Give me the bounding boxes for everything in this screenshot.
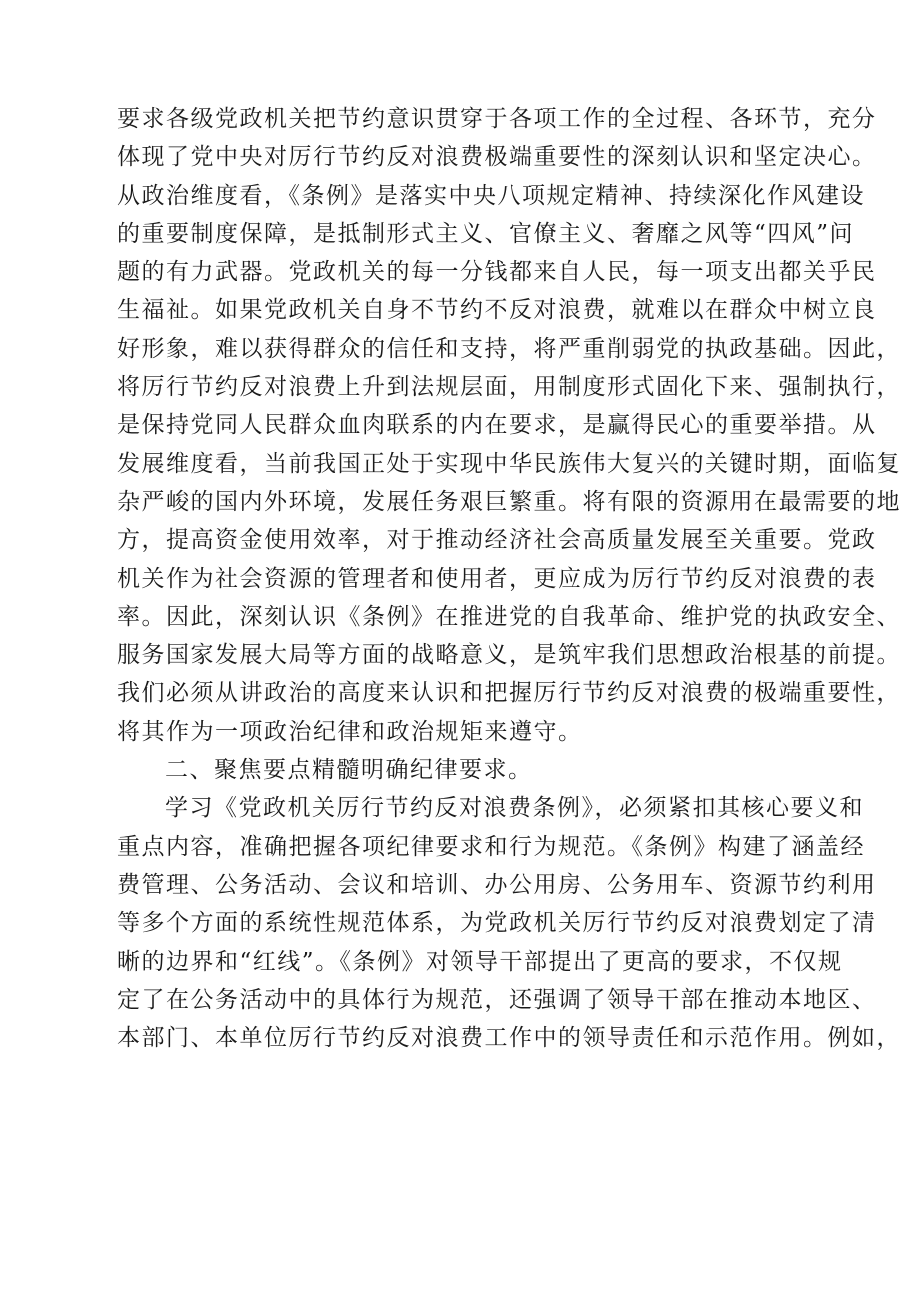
text-line: 好形象，难以获得群众的信任和支持，将严重削弱党的执政基础。因此， bbox=[117, 335, 901, 362]
text-line: 学习《党政机关厉行节约反对浪费条例》，必须紧扣其核心要义和 bbox=[165, 795, 864, 822]
text-line: 重点内容，准确把握各项纪律要求和行为规范。《条例》构建了涵盖经 bbox=[117, 833, 865, 860]
text-line: 将其作为一项政治纪律和政治规矩来遵守。 bbox=[117, 718, 583, 745]
text-line: 机关作为社会资源的管理者和使用者，更应成为厉行节约反对浪费的表 bbox=[117, 565, 877, 592]
text-line: 我们必须从讲政治的高度来认识和把握厉行节约反对浪费的极端重要性， bbox=[117, 680, 901, 707]
text-line: 生福祉。如果党政机关自身不节约不反对浪费，就难以在群众中树立良 bbox=[117, 297, 877, 324]
text-line: 服务国家发展大局等方面的战略意义，是筑牢我们思想政治根基的前提。 bbox=[117, 642, 901, 669]
section-heading: 二、聚焦要点精髓明确纪律要求。 bbox=[165, 757, 533, 784]
text-line: 发展维度看，当前我国正处于实现中华民族伟大复兴的关键时期，面临复 bbox=[117, 450, 901, 477]
text-line: 本部门、本单位厉行节约反对浪费工作中的领导责任和示范作用。例如， bbox=[117, 1025, 901, 1052]
text-line: 将厉行节约反对浪费上升到法规层面，用制度形式固化下来、强制执行， bbox=[117, 374, 901, 401]
document-body bbox=[117, 100, 907, 1057]
text-line: 要求各级党政机关把节约意识贯穿于各项工作的全过程、各环节，充分 bbox=[117, 106, 877, 132]
text-line: 费管理、公务活动、会议和培训、办公用房、公务用车、资源节约利用 bbox=[117, 871, 877, 898]
text-line: 率。因此，深刻认识《条例》在推进党的自我革命、维护党的执政安全、 bbox=[117, 603, 901, 630]
text-line: 从政治维度看，《条例》是落实中央八项规定精神、持续深化作风建设 bbox=[117, 182, 865, 209]
text-line: 的重要制度保障，是抵制形式主义、官僚主义、奢靡之风等“四风”问 bbox=[117, 220, 855, 247]
text-line: 定了在公务活动中的具体行为规范，还强调了领导干部在推动本地区、 bbox=[117, 986, 877, 1013]
text-line: 题的有力武器。党政机关的每一分钱都来自人民，每一项支出都关乎民 bbox=[117, 259, 877, 286]
text-line: 是保持党同人民群众血肉联系的内在要求，是赢得民心的重要举措。从 bbox=[117, 412, 877, 439]
text-line: 等多个方面的系统性规范体系，为党政机关厉行节约反对浪费划定了清 bbox=[117, 910, 877, 937]
text-line: 体现了党中央对厉行节约反对浪费极端重要性的深刻认识和坚定决心。 bbox=[117, 144, 877, 171]
text-line: 晰的边界和“红线”。《条例》对领导干部提出了更高的要求，不仅规 bbox=[117, 948, 843, 975]
text-line: 方，提高资金使用效率，对于推动经济社会高质量发展至关重要。党政 bbox=[117, 527, 877, 554]
text-line: 杂严峻的国内外环境，发展任务艰巨繁重。将有限的资源用在最需要的地 bbox=[117, 488, 901, 515]
